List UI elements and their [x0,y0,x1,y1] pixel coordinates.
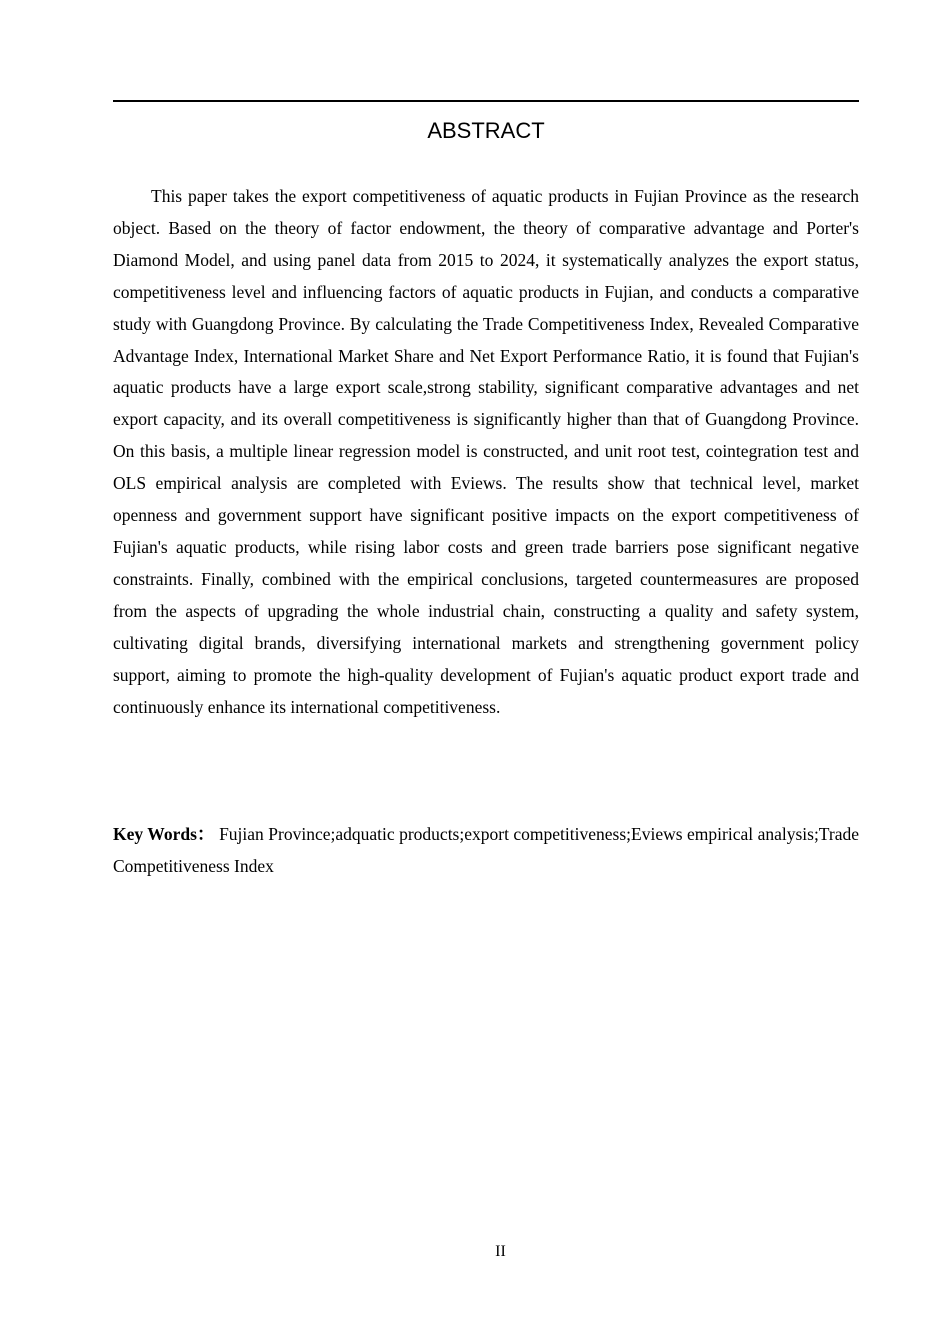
abstract-title: ABSTRACT [427,118,545,143]
keywords-paragraph [113,819,859,883]
keywords-text: Fujian Province;adquatic products;export competitiveness;Eviews empirical analysis;Trade Competitiveness Index [113,824,859,876]
page-number: II [495,1243,506,1260]
abstract-body: This paper takes the export competitiveness of aquatic products in Fujian Province as the research object. Based on the theory of factor endowment, the theory of comparative advantage and Porter's Diamond Model, and using panel data from 2015 to 2024, it systematically analyzes the export status, competitiveness level and influencing factors of aquatic products in Fujian, and conducts a comparative study with Guangdong Province. By calculating the Trade Competitiveness Index, Revealed Comparative Advantage Index, International Market Share and Net Export Performance Ratio, it is found that Fujian's aquatic products have a large export scale,strong stability, significant comparative advantages and net export capacity, and its overall competitiveness is significantly higher than that of Guangdong Province. On this basis, a multiple linear regression model is constructed, and unit root test, cointegration test and OLS empirical analysis are completed with Eviews. The results show that technical level, market openness and government support have significant positive impacts on the export competitiveness of Fujian's aquatic products, while rising labor costs and green trade barriers pose significant negative constraints. Finally, combined with the empirical conclusions, targeted countermeasures are proposed from the aspects of upgrading the whole industrial chain, constructing a quality and safety system, cultivating digital brands, diversifying international markets and strengthening government policy support, aiming to promote the high-quality development of Fujian's aquatic product export trade and continuously enhance its international competitiveness. [113,186,859,717]
keywords-label: Key Words： [113,824,215,844]
header-rule [113,100,859,102]
